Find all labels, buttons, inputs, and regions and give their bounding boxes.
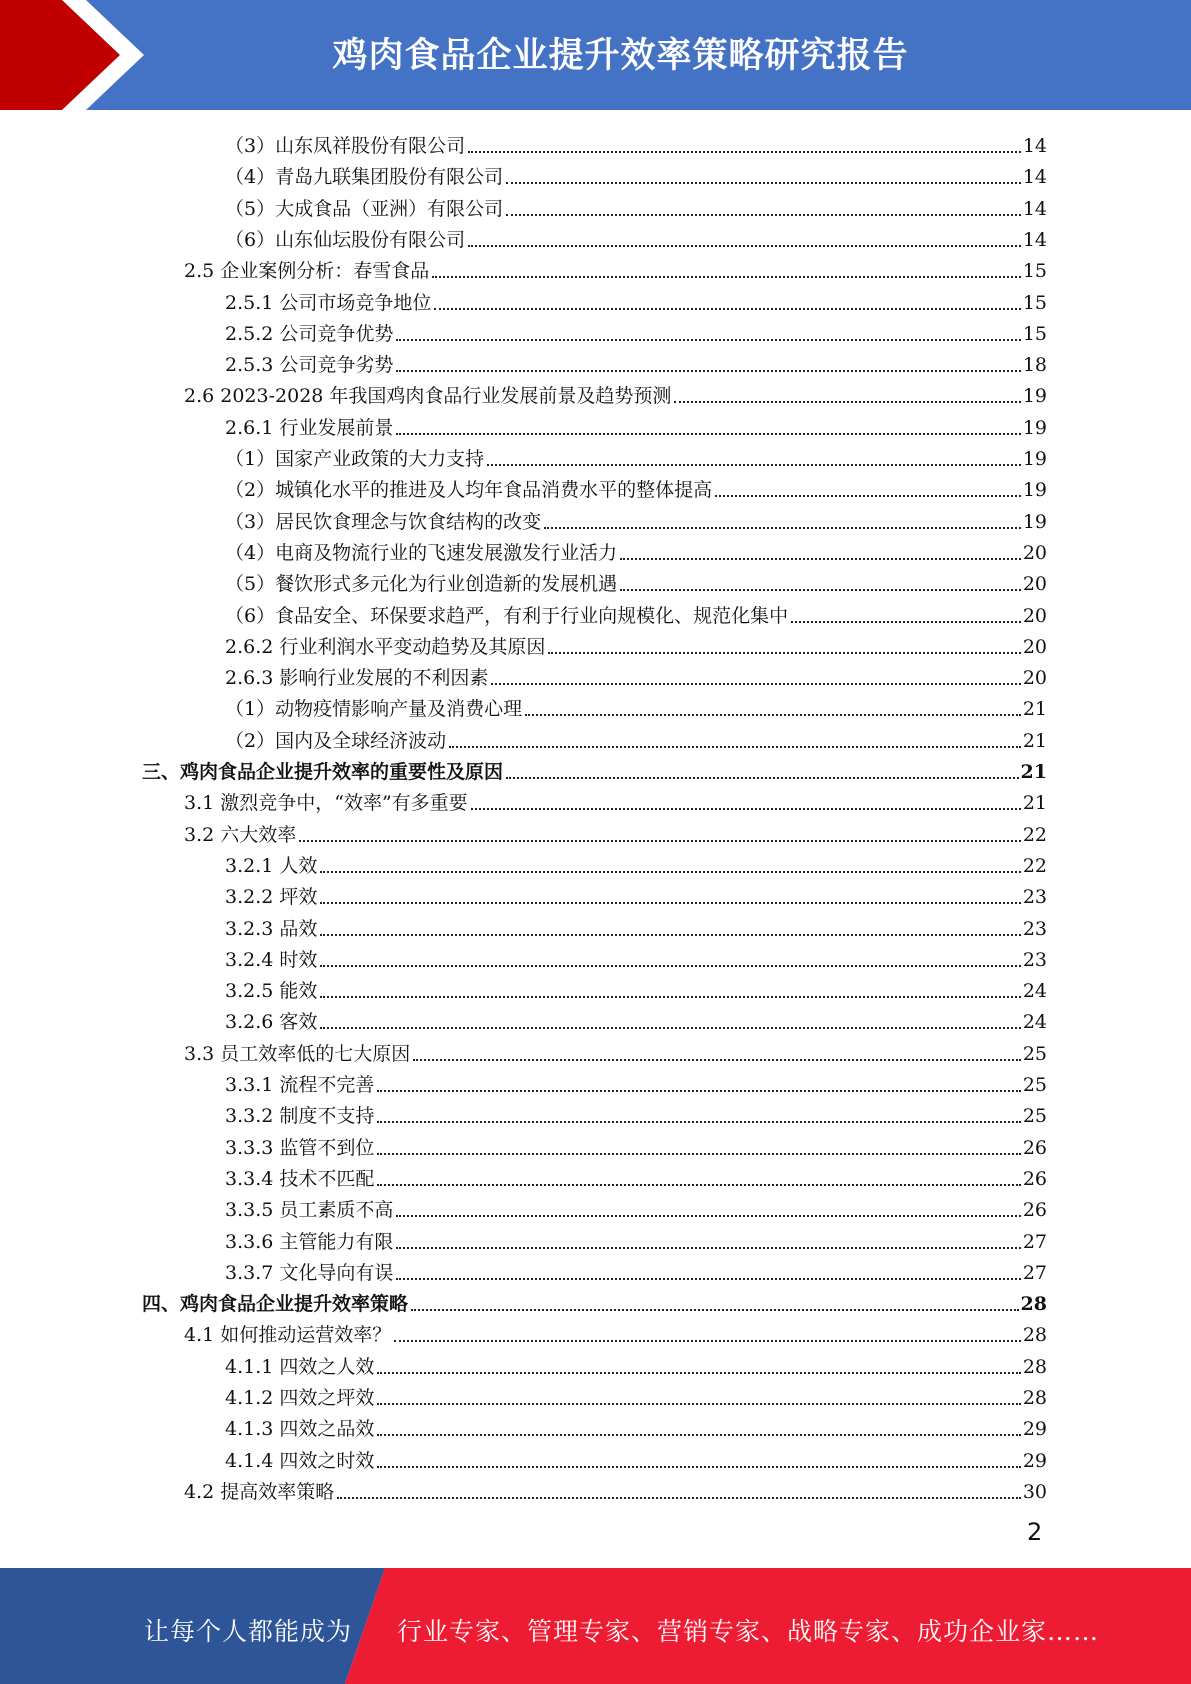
toc-entry-label: 3.3.1 流程不完善	[225, 1074, 375, 1096]
toc-entry-page: 14	[1022, 197, 1047, 220]
toc-entry[interactable]	[225, 503, 1047, 534]
toc-entry-page: 20	[1022, 667, 1047, 690]
toc-entry-label: （3）山东凤祥股份有限公司	[225, 135, 466, 157]
toc-entry-page: 20	[1022, 604, 1047, 627]
toc-entry[interactable]	[225, 1348, 1047, 1379]
toc-entry[interactable]	[225, 1410, 1047, 1441]
toc-entry-page: 27	[1022, 1261, 1047, 1284]
toc-entry-label: 2.6.1 行业发展前景	[225, 416, 394, 439]
toc-entry[interactable]	[225, 1160, 1047, 1191]
toc-dot-leader	[320, 1026, 1020, 1029]
toc-entry-page: 29	[1022, 1418, 1047, 1441]
toc-entry-page: 24	[1022, 980, 1047, 1003]
toc-entry-label: （1）国家产业政策的大力支持	[225, 448, 485, 470]
toc-entry-label: （5）大成食品（亚洲）有限公司	[225, 197, 504, 220]
toc-entry[interactable]	[225, 1129, 1047, 1160]
toc-entry[interactable]	[225, 690, 1047, 721]
toc-entry[interactable]	[184, 784, 1047, 815]
toc-entry-page: 18	[1022, 354, 1047, 377]
toc-entry-label: 3.2.5 能效	[225, 980, 318, 1003]
toc-dot-leader	[620, 588, 1021, 591]
toc-entry-label: 3.3.4 技术不匹配	[225, 1167, 375, 1190]
toc-entry[interactable]	[225, 284, 1047, 315]
toc-dot-leader	[320, 933, 1020, 936]
toc-entry-page: 19	[1022, 479, 1047, 502]
toc-entry-label: 3.2.4 时效	[225, 948, 318, 971]
toc-entry[interactable]	[184, 1035, 1047, 1066]
toc-dot-leader	[377, 1465, 1020, 1468]
toc-entry-label: 四、鸡肉食品企业提升效率策略	[142, 1293, 409, 1316]
toc-entry-label: （4）青岛九联集团股份有限公司	[225, 166, 504, 189]
toc-entry[interactable]	[184, 377, 1047, 408]
toc-entry-page: 21	[1020, 761, 1047, 783]
toc-entry-page: 28	[1022, 1387, 1047, 1409]
toc-entry-page: 26	[1022, 1199, 1047, 1222]
toc-entry-page: 23	[1022, 917, 1047, 940]
toc-entry-page: 26	[1022, 1167, 1047, 1190]
toc-dot-leader	[396, 369, 1020, 372]
toc-entry[interactable]	[184, 252, 1047, 283]
toc-entry[interactable]	[225, 534, 1047, 565]
toc-entry-label: 2.5.2 公司竞争优势	[225, 322, 394, 345]
toc-entry-label: （6）食品安全、环保要求趋严，有利于行业向规模化、规范化集中	[225, 604, 789, 627]
toc-entry-page: 14	[1022, 166, 1047, 189]
toc-entry-label: 3.1 激烈竞争中，“效率”有多重要	[184, 792, 468, 815]
toc-entry[interactable]	[225, 440, 1047, 471]
toc-dot-leader	[377, 1120, 1020, 1123]
toc-entry[interactable]	[225, 1223, 1047, 1254]
toc-dot-leader	[337, 1496, 1021, 1499]
toc-entry-label: 2.6.3 影响行业发展的不利因素	[225, 667, 489, 690]
toc-entry-page: 15	[1022, 291, 1047, 314]
toc-entry-page: 20	[1022, 541, 1047, 564]
toc-entry[interactable]	[225, 565, 1047, 596]
toc-dot-leader	[491, 682, 1020, 685]
toc-entry-page: 20	[1022, 635, 1047, 658]
toc-dot-leader	[377, 1402, 1020, 1405]
toc-entry-page: 24	[1022, 1011, 1047, 1034]
toc-entry-label: 3.2.2 坪效	[225, 886, 318, 909]
toc-entry-page: 14	[1022, 228, 1047, 251]
toc-dot-leader	[544, 526, 1021, 529]
toc-entry-page: 22	[1022, 854, 1047, 877]
toc-dot-leader	[299, 839, 1021, 842]
toc-entry-page: 28	[1022, 1324, 1047, 1347]
toc-entry[interactable]	[225, 1191, 1047, 1222]
toc-entry-page: 14	[1022, 135, 1047, 157]
toc-dot-leader	[396, 1246, 1020, 1249]
toc-entry[interactable]	[225, 1097, 1047, 1128]
toc-entry-label: 4.2 提高效率策略	[184, 1480, 335, 1503]
toc-entry[interactable]	[225, 597, 1047, 628]
toc-dot-leader	[468, 244, 1021, 247]
toc-entry-page: 26	[1022, 1136, 1047, 1159]
toc-entry-label: 3.3 员工效率低的七大原因	[184, 1042, 411, 1065]
toc-entry[interactable]	[225, 1003, 1047, 1034]
toc-entry-label: 4.1.2 四效之坪效	[225, 1387, 375, 1409]
toc-entry-page: 19	[1022, 385, 1047, 408]
toc-entry-label: （2）国内及全球经济波动	[225, 729, 447, 752]
toc-entry-page: 20	[1022, 573, 1047, 596]
toc-dot-leader	[320, 995, 1020, 998]
toc-entry-page: 22	[1022, 823, 1047, 846]
toc-entry-label: （3）居民饮食理念与饮食结构的改变	[225, 510, 542, 533]
toc-entry-page: 25	[1022, 1042, 1047, 1065]
toc-dot-leader	[377, 1433, 1020, 1436]
toc-dot-leader	[674, 400, 1020, 403]
toc-entry[interactable]	[225, 847, 1047, 878]
toc-entry-label: 3.2.1 人效	[225, 854, 318, 877]
toc-entry[interactable]	[225, 127, 1047, 158]
toc-dot-leader	[548, 651, 1020, 654]
toc-entry-label: 三、鸡肉食品企业提升效率的重要性及原因	[142, 761, 504, 783]
toc-entry-label: 3.2.3 品效	[225, 917, 318, 940]
toc-entry-label: 2.6.2 行业利润水平变动趋势及其原因	[225, 635, 546, 658]
toc-dot-leader	[394, 1339, 1021, 1342]
toc-entry[interactable]	[225, 910, 1047, 941]
toc-entry-page: 25	[1022, 1105, 1047, 1128]
toc-entry-label: 3.2 六大效率	[184, 823, 297, 846]
toc-entry-label: 3.3.2 制度不支持	[225, 1105, 375, 1128]
toc-entry-label: 2.5.3 公司竞争劣势	[225, 354, 394, 377]
toc-entry-label: （2）城镇化水平的推进及人均年食品消费水平的整体提高	[225, 479, 713, 502]
toc-dot-leader	[377, 1089, 1020, 1092]
toc-entry-page: 21	[1022, 792, 1047, 815]
toc-entry[interactable]	[225, 221, 1047, 252]
toc-dot-leader	[377, 1183, 1020, 1186]
toc-dot-leader	[320, 964, 1020, 967]
toc-entry[interactable]	[225, 315, 1047, 346]
toc-dot-leader	[525, 713, 1021, 716]
toc-entry-label: 4.1.4 四效之时效	[225, 1449, 375, 1472]
toc-dot-leader	[396, 338, 1020, 341]
toc-entry-label: （5）餐饮形式多元化为行业创造新的发展机遇	[225, 573, 618, 596]
toc-entry-page: 28	[1022, 1355, 1047, 1378]
toc-dot-leader	[396, 1277, 1020, 1280]
toc-entry-page: 19	[1022, 448, 1047, 470]
toc-entry-label: 4.1 如何推动运营效率？	[184, 1324, 392, 1347]
toc-entry-page: 15	[1022, 322, 1047, 345]
toc-entry[interactable]	[184, 1316, 1047, 1347]
toc-entry-page: 27	[1022, 1230, 1047, 1253]
toc-entry[interactable]	[225, 972, 1047, 1003]
toc-entry-label: 4.1.1 四效之人效	[225, 1355, 375, 1378]
toc-dot-leader	[434, 307, 1020, 310]
toc-entry[interactable]	[225, 659, 1047, 690]
toc-dot-leader	[506, 181, 1021, 184]
toc-entry-label: 3.3.6 主管能力有限	[225, 1230, 394, 1253]
toc-dot-leader	[506, 213, 1021, 216]
toc-entry-page: 23	[1022, 948, 1047, 971]
toc-dot-leader	[791, 620, 1021, 623]
toc-entry-page: 21	[1022, 729, 1047, 752]
toc-entry[interactable]	[142, 753, 1047, 784]
toc-entry[interactable]	[184, 1473, 1047, 1504]
toc-entry[interactable]	[225, 722, 1047, 753]
toc-dot-leader	[396, 432, 1020, 435]
toc-entry[interactable]	[225, 158, 1047, 189]
toc-dot-leader	[320, 870, 1020, 873]
toc-entry-page: 21	[1022, 698, 1047, 721]
toc-dot-leader	[411, 1308, 1019, 1311]
toc-entry[interactable]	[184, 816, 1047, 847]
toc-entry[interactable]	[225, 628, 1047, 659]
toc-entry[interactable]	[225, 1442, 1047, 1473]
toc-dot-leader	[487, 463, 1021, 466]
toc-dot-leader	[396, 1214, 1020, 1217]
toc-entry-page: 19	[1022, 510, 1047, 533]
toc-entry[interactable]	[225, 346, 1047, 377]
toc-entry-label: 4.1.3 四效之品效	[225, 1418, 375, 1441]
footer-slogan-left: 让每个人都能成为	[144, 1617, 353, 1646]
toc-entry[interactable]	[225, 1379, 1047, 1410]
toc-dot-leader	[620, 557, 1021, 560]
toc-entry-page: 23	[1022, 886, 1047, 909]
toc-dot-leader	[449, 745, 1021, 748]
footer-slogan-right: 行业专家、管理专家、营销专家、战略专家、成功企业家……	[397, 1617, 1100, 1646]
toc-entry[interactable]	[225, 878, 1047, 909]
toc-entry[interactable]	[225, 471, 1047, 502]
toc-entry-label: （4）电商及物流行业的飞速发展激发行业活力	[225, 541, 618, 564]
toc-dot-leader	[468, 150, 1021, 153]
toc-entry-page: 30	[1022, 1480, 1047, 1503]
toc-entry-page: 19	[1022, 416, 1047, 439]
toc-entry-label: 3.3.5 员工素质不高	[225, 1199, 394, 1222]
toc-entry-page: 28	[1020, 1293, 1047, 1316]
toc-dot-leader	[413, 1058, 1021, 1061]
toc-dot-leader	[471, 807, 1021, 810]
toc-dot-leader	[320, 901, 1020, 904]
toc-dot-leader	[506, 776, 1019, 779]
toc-entry-page: 29	[1022, 1449, 1047, 1472]
toc-entry[interactable]	[225, 1066, 1047, 1097]
toc-entry-page: 15	[1022, 260, 1047, 283]
toc-dot-leader	[377, 1152, 1020, 1155]
toc-entry-page: 25	[1022, 1074, 1047, 1096]
toc-entry[interactable]	[225, 409, 1047, 440]
toc-entry[interactable]	[225, 1254, 1047, 1285]
toc-entry-label: （1）动物疫情影响产量及消费心理	[225, 698, 523, 721]
toc-dot-leader	[377, 1371, 1020, 1374]
toc-dot-leader	[432, 275, 1021, 278]
toc-entry-label: 3.3.3 监管不到位	[225, 1136, 375, 1159]
page-number: 2	[1027, 1518, 1043, 1546]
report-title: 鸡肉食品企业提升效率策略研究报告	[332, 36, 909, 76]
toc-entry-label: 3.3.7 文化导向有误	[225, 1261, 394, 1284]
toc-entry-label: （6）山东仙坛股份有限公司	[225, 228, 466, 251]
toc-dot-leader	[715, 494, 1021, 497]
toc-entry[interactable]	[225, 190, 1047, 221]
toc-entry-label: 2.6 2023-2028 年我国鸡肉食品行业发展前景及趋势预测	[184, 385, 672, 408]
toc-entry[interactable]	[142, 1285, 1047, 1316]
page-header	[0, 0, 1191, 110]
toc-entry-label: 2.5.1 公司市场竞争地位	[225, 291, 432, 314]
toc-entry-label: 2.5 企业案例分析：春雪食品	[184, 260, 430, 283]
toc-entry-label: 3.2.6 客效	[225, 1011, 318, 1034]
toc-entry[interactable]	[225, 941, 1047, 972]
page-footer	[0, 1568, 1191, 1684]
